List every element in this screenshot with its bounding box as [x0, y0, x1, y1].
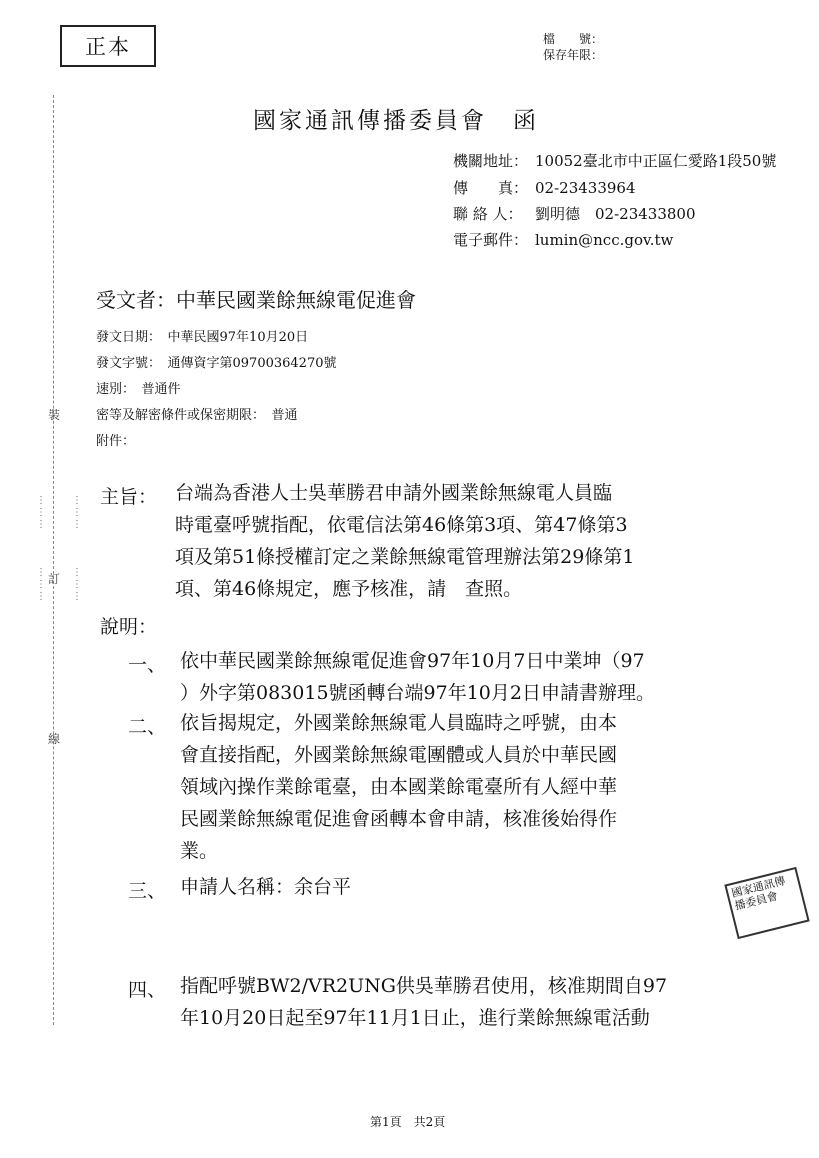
item-number: 四、 [128, 979, 167, 1001]
agency-contact [453, 203, 696, 224]
agency-fax [453, 177, 636, 198]
agency-email [453, 229, 673, 250]
document-title: 國家通訊傳播委員會 函 [253, 108, 539, 134]
agency-email-key: 電子郵件： [453, 231, 529, 249]
item-line: 依旨揭規定，外國業餘無線電人員臨時之呼號，由本 [180, 712, 618, 734]
explanation-label: 說明： [100, 616, 158, 638]
item-text [180, 707, 617, 867]
agency-fax-value: 02-23433964 [535, 179, 636, 197]
original-copy-stamp: 正本 [60, 25, 156, 67]
agency-address [453, 150, 776, 171]
item-text [180, 970, 667, 1034]
subject-line: 時電臺呼號指配，依電信法第46條第3項、第47條第3 [175, 514, 628, 536]
agency-contact-key: 聯 絡 人： [453, 205, 523, 223]
issue-date: 發文日期： 中華民國97年10月20日 [96, 330, 309, 345]
agency-address-key: 機關地址： [453, 152, 529, 170]
agency-seal: 國家通訊傳播委員會 [724, 867, 809, 939]
retention-label: 保存年限： [543, 48, 604, 62]
binding-label-mid: 訂 [48, 572, 61, 586]
item-number: 三、 [128, 880, 167, 902]
item-line: 民國業餘無線電促進會函轉本會申請，核准後始得作 [180, 808, 618, 830]
item-number: 二、 [128, 716, 167, 738]
item-line: 領域內操作業餘電臺，由本國業餘電臺所有人經中華 [180, 776, 618, 798]
urgency: 速別： 普通件 [96, 382, 181, 397]
document-number: 發文字號： 通傳資字第09700364270號 [96, 356, 337, 371]
binding-label-bottom: 線 [48, 732, 61, 746]
recipient: 受文者：中華民國業餘無線電促進會 [96, 288, 416, 312]
item-number: 一、 [128, 654, 167, 676]
subject-line: 項及第51條授權訂定之業餘無線電管理辦法第29條第1 [175, 546, 635, 568]
item-text [180, 871, 351, 903]
item-line: 業。 [180, 840, 219, 862]
binding-dots-right: ⋮ ⋮ ⋮ ⋮ ⋮ ⋮ [72, 495, 82, 602]
file-number-label: 檔 號： [543, 32, 604, 46]
item-text [180, 645, 655, 709]
subject-line: 台端為香港人士吳華勝君申請外國業餘無線電人員臨 [175, 482, 613, 504]
binding-label-top: 裝 [48, 408, 61, 422]
page-footer: 第1頁 共2頁 [370, 1115, 446, 1129]
binding-dots-left: ⋮ ⋮ ⋮ ⋮ ⋮ ⋮ [36, 495, 46, 602]
item-line: 指配呼號BW2/VR2UNG供吳華勝君使用，核准期間自97 [180, 975, 668, 997]
binding-line [53, 95, 54, 1025]
item-line: ）外字第083015號函轉台端97年10月2日申請書辦理。 [180, 682, 655, 704]
item-line: 申請人名稱：余台平 [180, 876, 352, 898]
subject-line: 項、第46條規定，應予核准，請 查照。 [175, 578, 523, 600]
subject-text [175, 477, 634, 605]
item-line: 會直接指配，外國業餘無線電團體或人員於中華民國 [180, 744, 618, 766]
item-line: 年10月20日起至97年11月1日止，進行業餘無線電活動 [180, 1007, 650, 1029]
attachments: 附件： [96, 434, 136, 449]
agency-email-value: lumin@ncc.gov.tw [535, 231, 674, 249]
agency-contact-value: 劉明德 02-23433800 [535, 205, 696, 223]
classification: 密等及解密條件或保密期限： 普通 [96, 408, 298, 423]
item-line: 依中華民國業餘無線電促進會97年10月7日中業坤（97 [180, 650, 645, 672]
agency-address-value: 10052臺北市中正區仁愛路1段50號 [535, 152, 777, 170]
agency-fax-key: 傳 真： [453, 179, 529, 197]
subject-label: 主旨： [100, 486, 158, 508]
